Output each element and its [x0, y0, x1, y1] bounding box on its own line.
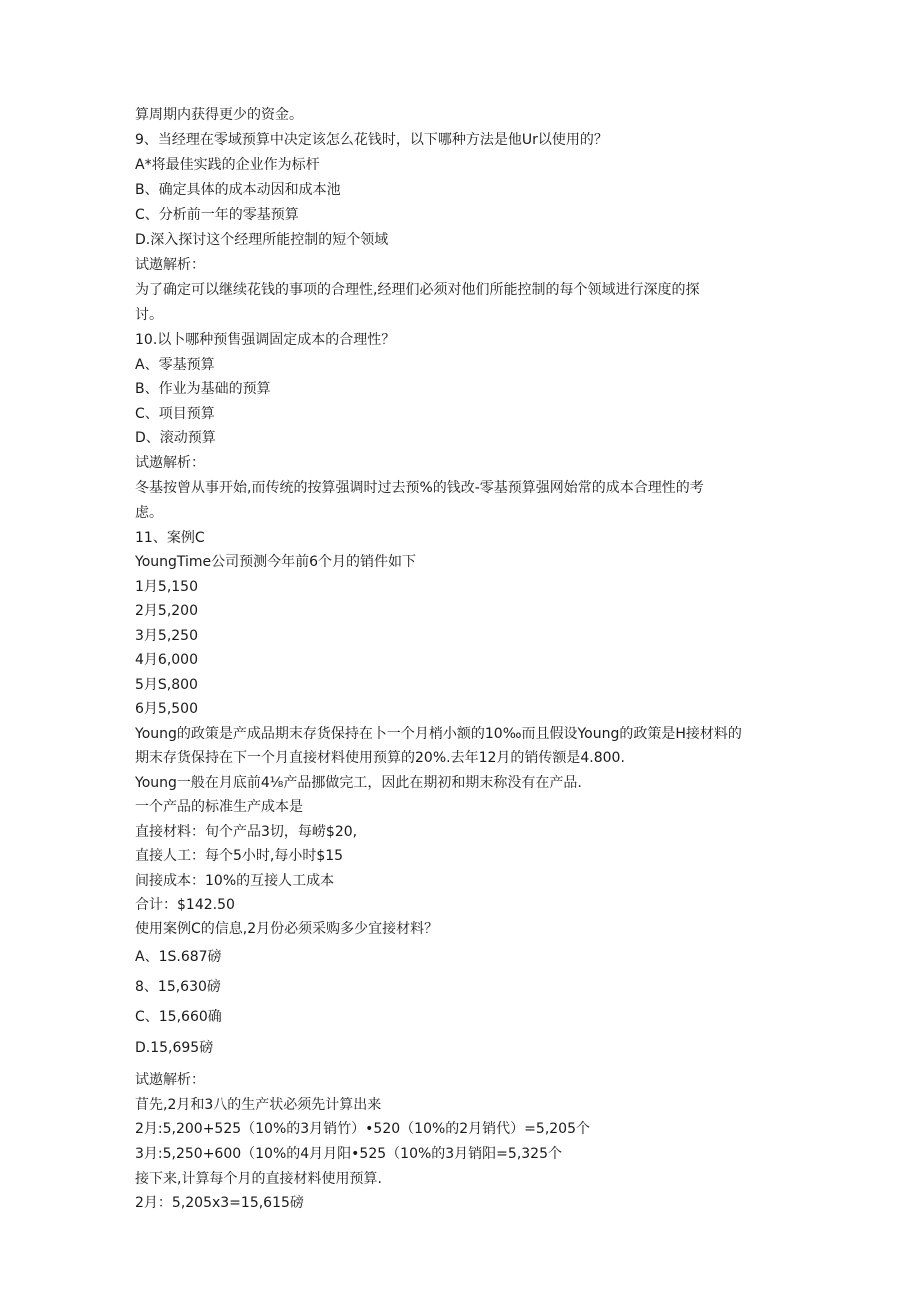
policy-text: Young的政策是产成品期末存货保持在卜一个月梢小额的10‰而且假设Young的政策是H接材料的 — [135, 726, 742, 742]
question-9: 9、当经理在零域预算中决定该怎么花钱时，以下哪种方法是他Ur以使用的？ — [135, 132, 608, 148]
text-line: 算周期内获得更少的资金。 — [135, 107, 303, 123]
calc-feb: 2月:5,200+525（10%的3月销竹）•520（10%的2月销代）=5,205个 — [135, 1121, 590, 1137]
explanation-label: 试遨解析： — [135, 455, 205, 471]
sales-may: 5月S,800 — [135, 677, 198, 693]
direct-material-cost: 直接材料：旬个产品3切，每崂$20, — [135, 824, 358, 840]
option-c: C、分析前一年的零基预算 — [135, 207, 299, 223]
wip-text: Young一般在月底前4⅛产品挪做完工，因此在期初和期末称没有在产品. — [135, 775, 582, 791]
option-a: A、1S.687磅 — [135, 949, 222, 965]
sales-jun: 6月5,500 — [135, 701, 198, 717]
explanation-text-cont: 讨。 — [135, 307, 163, 323]
option-b: B、确定具体的成本动因和成本池 — [135, 182, 341, 198]
explanation-label: 试遨解析： — [135, 1072, 205, 1088]
calc-mar: 3月:5,250+600（10%的4月月阳•525（10%的3月销阳=5,325个 — [135, 1146, 562, 1162]
overhead-cost: 间接成本：10%的互接人工成本 — [135, 873, 335, 889]
option-b: 8、15,630磅 — [135, 979, 221, 995]
option-c: C、项目预算 — [135, 406, 215, 422]
explanation-text: 接下来,计算每个月的直接材料使用预算. — [135, 1171, 382, 1187]
option-a: A、零基预算 — [135, 357, 215, 373]
case-intro: YoungTime公司预测今年前6个月的销件如下 — [135, 554, 417, 570]
explanation-text-cont: 虑。 — [135, 505, 163, 521]
option-a: A*将最佳实践的企业作为标杆 — [135, 157, 320, 173]
question-10: 10.以卜哪种预售强调固定成本的合理性？ — [135, 332, 396, 348]
option-b: B、作业为基础的预算 — [135, 381, 271, 397]
explanation-text: 为了确定可以继续花钱的事项的合理性,经理们必须对他们所能控制的每个领域进行深度的探 — [135, 282, 700, 298]
sales-feb: 2月5,200 — [135, 603, 198, 619]
option-d: D.15,695磅 — [135, 1040, 214, 1056]
explanation-label: 试遨解析： — [135, 257, 205, 273]
option-c: C、15,660确 — [135, 1009, 222, 1025]
std-cost-heading: 一个产品的标准生产成本是 — [135, 799, 303, 815]
sales-mar: 3月5,250 — [135, 628, 198, 644]
explanation-text: 苜先,2月和3八的生产状必须先计算出来 — [135, 1097, 382, 1113]
sales-apr: 4月6,000 — [135, 652, 198, 668]
total-cost: 合计：$142.50 — [135, 897, 235, 913]
option-d: D.深入探讨这个经理所能控制的短个领域 — [135, 232, 389, 248]
direct-labor-cost: 直接人工：每个5小时,每小时$15 — [135, 848, 344, 864]
explanation-text: 冬基按曾从事开始,而传统的按算强调时过去预%的钱改-零基预算强网始常的成本合理性的考 — [135, 480, 704, 496]
sales-jan: 1月5,150 — [135, 579, 198, 595]
policy-text-cont: 期末存货保持在下一个月直接材料使用预算的20%.去年12月的销传额是4.800. — [135, 750, 625, 766]
option-d: D、滚动预算 — [135, 430, 216, 446]
case-title: 11、案例C — [135, 530, 205, 546]
question-11: 使用案例C的信息,2月份必须采购多少宜接材料？ — [135, 921, 439, 937]
calc-feb-material: 2月：5,205x3=15,615磅 — [135, 1195, 304, 1211]
